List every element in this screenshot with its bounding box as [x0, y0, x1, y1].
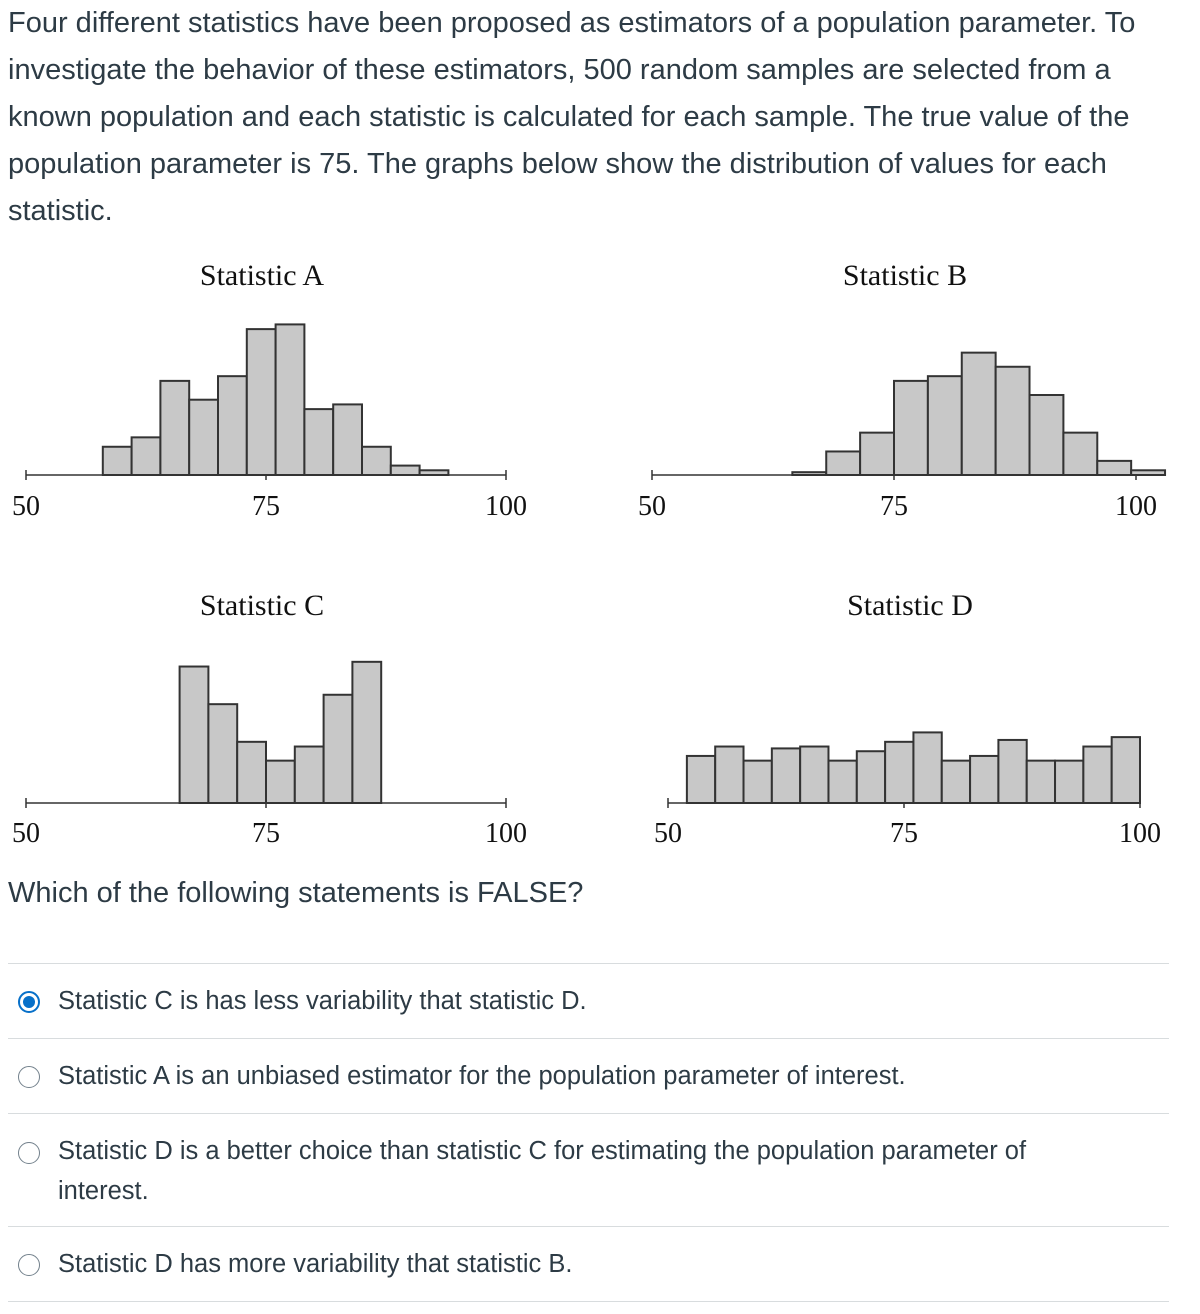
- histogram-bar: [189, 400, 218, 475]
- histogram-bar: [715, 747, 743, 803]
- question-stem: Which of the following statements is FALSE?: [8, 877, 584, 909]
- histogram-bar: [1030, 395, 1064, 475]
- histogram-3: [12, 589, 527, 849]
- answer-option-3[interactable]: [8, 1113, 1169, 1226]
- histogram-bar: [860, 433, 894, 475]
- histogram-bar: [160, 381, 189, 475]
- histogram-bar: [391, 466, 420, 475]
- histogram-4: [654, 589, 1161, 849]
- histogram-bar: [942, 761, 970, 803]
- question-prompt: Four different statistics have been proposed as estimators of a population parameter. To investigate the behavior of these estimators, 500 random samples are selected from a known population and each statistic is calculated for each sample. The true value of the population parameter is 75. The graphs below show the distribution of values for each statistic.: [8, 7, 1136, 227]
- histogram-bar: [324, 695, 353, 803]
- radio-button-4[interactable]: [18, 1254, 40, 1276]
- histogram-bar: [266, 761, 295, 803]
- x-tick-label: 50: [12, 818, 40, 849]
- answer-text-4: Statistic D has more variability that statistic B.: [58, 1250, 573, 1278]
- histogram-bar: [962, 353, 996, 475]
- x-tick-label: 100: [1119, 818, 1161, 849]
- histogram-bar: [1131, 470, 1165, 475]
- histogram-title: Statistic C: [199, 589, 325, 622]
- histogram-title: Statistic D: [847, 589, 973, 622]
- x-tick-label: 50: [638, 491, 666, 522]
- histogram-bar: [996, 367, 1030, 475]
- histogram-bar: [1063, 433, 1097, 475]
- histogram-bar: [295, 747, 324, 803]
- histogram-bar: [218, 376, 247, 475]
- histogram-bar: [208, 704, 237, 803]
- histogram-bar: [800, 747, 828, 803]
- histogram-bar: [857, 751, 885, 803]
- radio-button-2[interactable]: [18, 1066, 40, 1088]
- histogram-2: [638, 259, 1165, 522]
- histogram-bar: [1083, 747, 1111, 803]
- histogram-bar: [928, 376, 962, 475]
- histogram-bar: [913, 732, 941, 803]
- x-tick-label: 75: [880, 491, 908, 522]
- histogram-bar: [744, 761, 772, 803]
- answer-option-1[interactable]: [8, 963, 1169, 1038]
- histogram-bar: [828, 761, 856, 803]
- histograms-figure: [0, 230, 1200, 870]
- histogram-bar: [885, 742, 913, 803]
- histogram-bar: [304, 409, 333, 475]
- histogram-bar: [333, 404, 362, 475]
- histogram-bar: [237, 742, 266, 803]
- answer-option-2[interactable]: [8, 1038, 1169, 1113]
- histogram-bar: [103, 447, 132, 475]
- histogram-bar: [362, 447, 391, 475]
- histogram-bar: [998, 740, 1026, 803]
- x-tick-label: 100: [485, 491, 527, 522]
- histogram-1: [12, 259, 527, 522]
- histogram-bar: [1027, 761, 1055, 803]
- x-tick-label: 75: [252, 491, 280, 522]
- answer-text-1: Statistic C is has less variability that statistic D.: [58, 987, 587, 1015]
- x-tick-label: 50: [654, 818, 682, 849]
- answer-list-end-divider: [8, 1301, 1169, 1302]
- histogram-bar: [1112, 737, 1140, 803]
- histogram-panel: [0, 230, 1200, 870]
- radio-button-3[interactable]: [18, 1142, 40, 1164]
- histogram-title: Statistic A: [199, 259, 325, 292]
- histogram-bar: [352, 662, 381, 803]
- histogram-bar: [247, 329, 276, 475]
- x-tick-label: 50: [12, 491, 40, 522]
- histogram-title: Statistic B: [842, 259, 968, 292]
- histogram-bar: [180, 667, 209, 803]
- x-tick-label: 100: [1115, 491, 1157, 522]
- answer-option-4[interactable]: [8, 1226, 1169, 1301]
- histogram-bar: [792, 472, 826, 475]
- histogram-bar: [276, 324, 305, 475]
- x-tick-label: 100: [485, 818, 527, 849]
- answer-text-2: Statistic A is an unbiased estimator for the population parameter of interest.: [58, 1062, 906, 1090]
- x-tick-label: 75: [890, 818, 918, 849]
- histogram-bar: [1097, 461, 1131, 475]
- x-tick-label: 75: [252, 818, 280, 849]
- radio-button-1[interactable]: [18, 991, 40, 1013]
- histogram-bar: [420, 470, 449, 475]
- histogram-bar: [1055, 761, 1083, 803]
- histogram-bar: [970, 756, 998, 803]
- histogram-bar: [826, 451, 860, 475]
- answer-text-3: Statistic D is a better choice than statistic C for estimating the population parameter of interest.: [58, 1137, 1027, 1205]
- answer-list: [8, 963, 1169, 1301]
- histogram-bar: [687, 756, 715, 803]
- histogram-bar: [894, 381, 928, 475]
- histogram-bar: [772, 748, 800, 803]
- histogram-bar: [132, 437, 161, 475]
